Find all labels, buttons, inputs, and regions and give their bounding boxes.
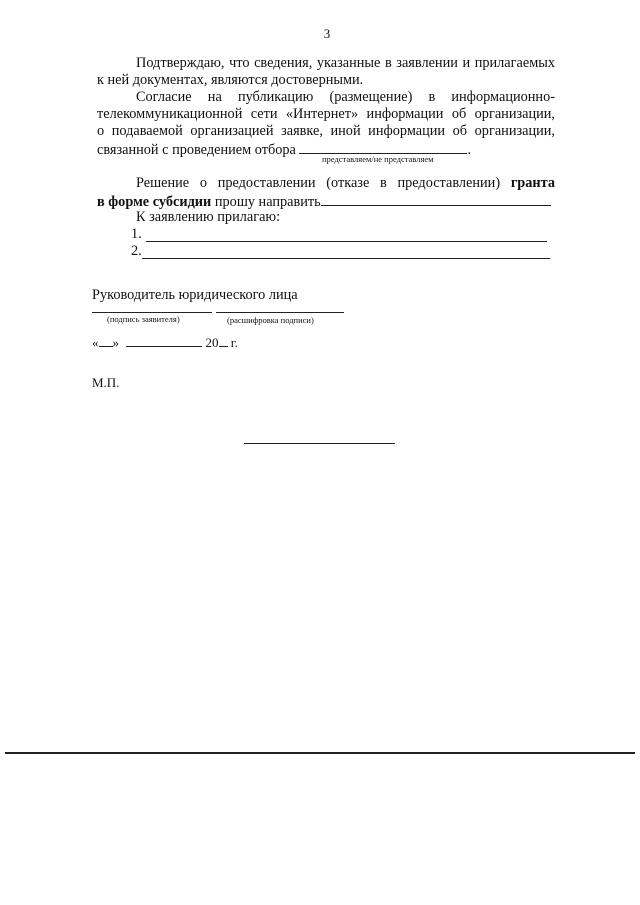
consent-caption: представляем/не представляем: [322, 154, 434, 164]
confirmation-line-1: Подтверждаю, что сведения, указанные в заявлении и прилагаемых: [136, 55, 555, 71]
date-year-prefix: 20: [205, 335, 219, 350]
decision-paragraph: [97, 175, 555, 211]
decision-line-1: [97, 175, 555, 192]
signature-title: Руководитель юридического лица: [92, 287, 298, 303]
page-number: 3: [323, 26, 331, 41]
confirmation-line-2: к ней документах, являются достоверными.: [97, 72, 364, 88]
attachment-item-1: [131, 226, 142, 243]
decision-line-1-bold: гранта: [510, 175, 555, 191]
signature-sign-caption: (подпись заявителя): [107, 314, 180, 324]
date-year-suffix: г.: [230, 335, 238, 350]
signature-sign-line: [92, 312, 212, 313]
date-line: [92, 334, 238, 351]
decision-blank: [321, 192, 551, 206]
attachment-item-1-number: 1.: [131, 226, 142, 242]
date-year-blank: [219, 335, 228, 347]
consent-line-4-text: связанной с проведением отбора: [97, 142, 296, 158]
date-open-quote: «: [92, 335, 99, 350]
consent-line-4-end: .: [467, 142, 472, 158]
consent-line-2: телекоммуникационной сети «Интернет» информации об организации,: [97, 106, 555, 122]
date-month-blank: [126, 335, 202, 347]
footer-rule: [5, 752, 635, 754]
signature-decode-line: [216, 312, 344, 313]
signature-decode-caption: (расшифровка подписи): [227, 315, 314, 325]
consent-paragraph: [97, 89, 555, 159]
stamp-label: М.П.: [92, 375, 120, 390]
consent-line-1: Согласие на публикацию (размещение) в информационно-: [136, 89, 555, 105]
decision-line-2-bold: в форме субсидии: [97, 194, 212, 210]
consent-line-3: о подаваемой организацией заявке, иной информации об организации,: [97, 123, 555, 139]
closing-rule: [244, 443, 395, 444]
date-day-blank: [99, 335, 113, 347]
confirmation-paragraph: [97, 55, 555, 89]
attachment-item-2-line: [142, 258, 550, 259]
decision-line-1-text: Решение о предоставлении (отказе в предоставлении): [136, 175, 501, 191]
attachments-heading: К заявлению прилагаю:: [136, 209, 281, 225]
date-close-quote: »: [112, 335, 119, 350]
attachment-item-1-line: [146, 241, 547, 242]
attachment-item-2: [131, 243, 142, 260]
consent-blank: [299, 140, 467, 154]
attachment-item-2-number: 2.: [131, 243, 142, 259]
decision-line-2-text: прошу направить: [214, 194, 321, 210]
